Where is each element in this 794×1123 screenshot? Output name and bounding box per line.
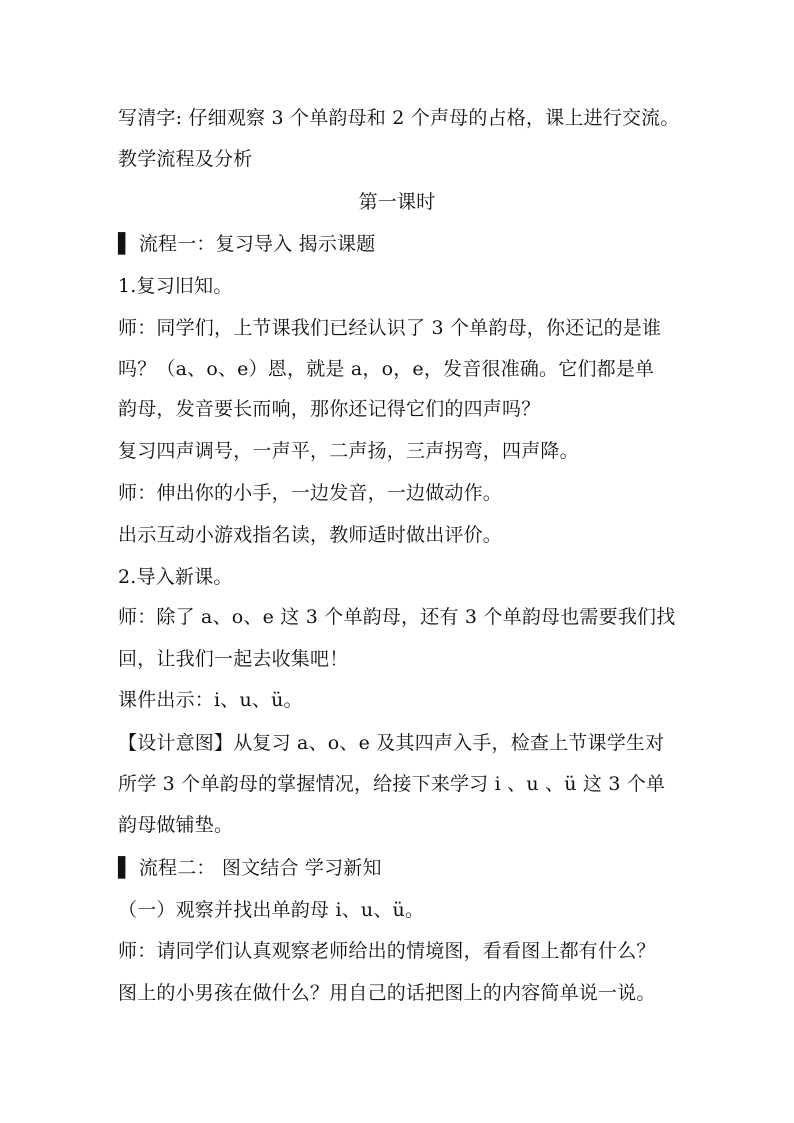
text-line-writing-task: 写清字: 仔细观察 3 个单韵母和 2 个声母的占格，课上进行交流。 <box>118 107 680 129</box>
lesson-title-first-period: 第一课时 <box>358 191 436 213</box>
teacher-dialogue-line-3: 韵母，发音要长而响，那你还记得它们的四声吗？ <box>118 398 541 420</box>
step-introduce-new-lesson: 2.导入新课。 <box>118 566 233 588</box>
design-intent-line-3: 韵母做铺垫。 <box>118 814 234 836</box>
observe-find-line: （一）观察并找出单韵母 i、u、ü。 <box>118 899 425 921</box>
teacher-action-line: 师：伸出你的小手，一边发音，一边做动作。 <box>118 482 503 504</box>
heading-bar-icon: ▌ <box>118 233 133 255</box>
teacher-dialogue-line-2: 吗？（a、o、e）恩，就是 a，o，e，发音很准确。它们都是单 <box>118 358 655 380</box>
process-heading-one <box>118 232 375 256</box>
process-heading-two-text: 流程二： 图文结合 学习新知 <box>138 857 382 879</box>
observe-picture-line-1: 师：请同学们认真观察老师给出的情境图，看看图上都有什么？ <box>118 940 656 962</box>
design-intent-line-1: 【设计意图】从复习 a、o、e 及其四声入手，检查上节课学生对 <box>118 732 665 754</box>
section-title-teaching-process: 教学流程及分析 <box>118 148 253 170</box>
process-heading-two <box>118 856 382 880</box>
new-lesson-dialogue-line-1: 师：除了 a、o、e 这 3 个单韵母，还有 3 个单韵母也需要我们找 <box>118 606 676 628</box>
process-heading-one-text: 流程一：复习导入 揭示课题 <box>138 233 376 255</box>
heading-bar-icon: ▌ <box>118 857 133 879</box>
teacher-dialogue-line-1: 师：同学们，上节课我们已经认识了 3 个单韵母，你还记的是谁 <box>118 317 662 339</box>
review-tones-line: 复习四声调号，一声平，二声扬，三声拐弯，四声降。 <box>118 440 579 462</box>
courseware-display-line: 课件出示：i、u、ü。 <box>118 689 303 711</box>
game-evaluation-line: 出示互动小游戏指名读，教师适时做出评价。 <box>118 524 503 546</box>
step-review-old-knowledge: 1.复习旧知。 <box>118 275 233 297</box>
observe-picture-line-2: 图上的小男孩在做什么？用自己的话把图上的内容简单说一说。 <box>118 982 656 1004</box>
new-lesson-dialogue-line-2: 回，让我们一起去收集吧！ <box>118 648 349 670</box>
design-intent-line-2: 所学 3 个单韵母的掌握情况，给接下来学习 i 、u 、ü 这 3 个单 <box>118 773 666 795</box>
